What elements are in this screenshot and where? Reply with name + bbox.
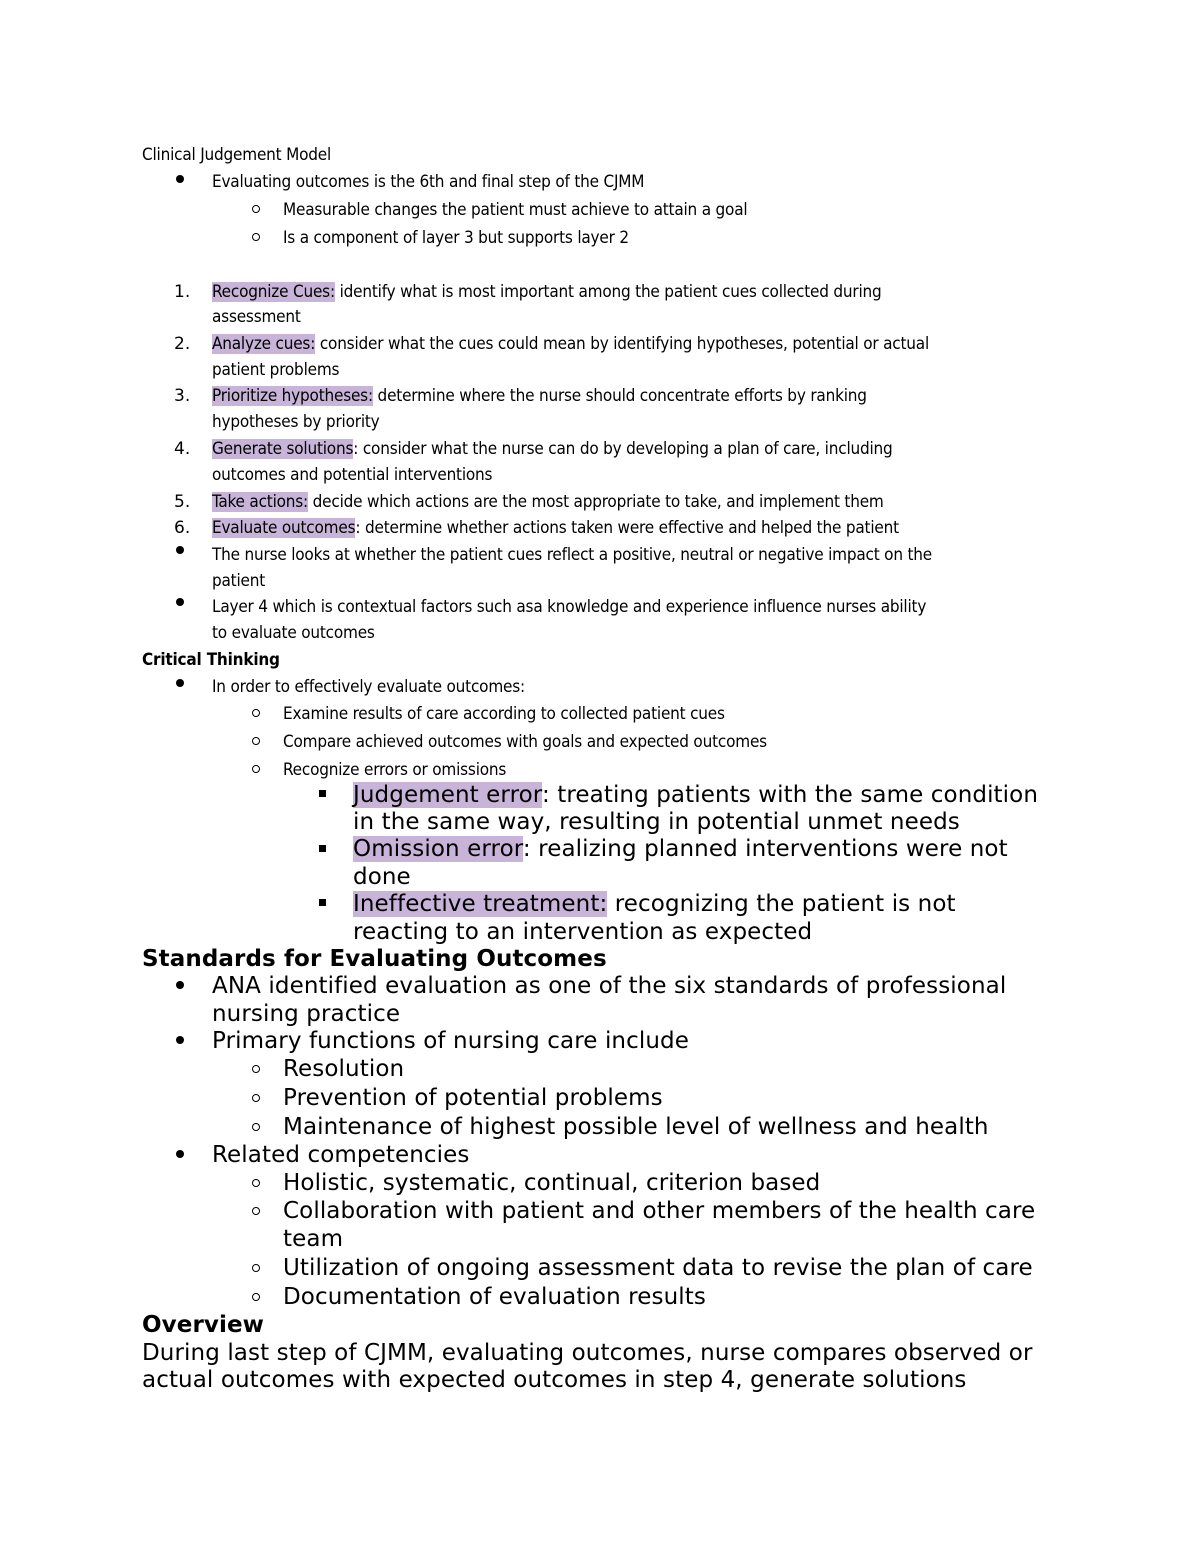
standards-bullet-1-cont: nursing practice <box>212 1001 401 1027</box>
bullet-dot-icon <box>176 1036 184 1044</box>
bullet-circle-icon <box>252 1179 260 1187</box>
step-term: Generate solutions <box>212 439 354 459</box>
critical-bullet: In order to effectively evaluate outcomes: <box>212 677 525 697</box>
bullet-square-icon <box>319 790 326 797</box>
critical-sub-1: Examine results of care according to collected patient cues <box>283 704 725 724</box>
step-3-cont: hypotheses by priority <box>212 412 380 432</box>
section-title-clinical-judgement-model: Clinical Judgement Model <box>142 145 332 165</box>
step-term: Analyze cues: <box>212 334 316 354</box>
after-step-bullet-2: Layer 4 which is contextual factors such asa knowledge and experience influence nurses ability <box>212 597 927 617</box>
error-judgement: Judgement error: treating patients with the same condition <box>353 782 1039 808</box>
bullet-circle-icon <box>252 1065 260 1073</box>
step-4-cont: outcomes and potential interventions <box>212 465 493 485</box>
bullet-circle-icon <box>252 1293 260 1301</box>
step-2: Analyze cues: consider what the cues could mean by identifying hypotheses, potential or actual <box>212 334 930 354</box>
bullet-circle-icon <box>252 1094 260 1102</box>
error-term: Omission error <box>353 836 523 862</box>
standards-bullet-2: Primary functions of nursing care include <box>212 1028 689 1054</box>
intro-bullet: Evaluating outcomes is the 6th and final step of the CJMM <box>212 172 645 192</box>
step-2-cont: patient problems <box>212 360 340 380</box>
bullet-square-icon <box>319 899 326 906</box>
bullet-circle-icon <box>252 1264 260 1272</box>
competency-utilization: Utilization of ongoing assessment data to revise the plan of care <box>283 1255 1033 1281</box>
bullet-dot-icon <box>176 1150 184 1158</box>
critical-sub-3: Recognize errors or omissions <box>283 760 507 780</box>
bullet-dot-icon <box>176 598 184 606</box>
step-1-cont: assessment <box>212 307 301 327</box>
step-term: Evaluate outcomes <box>212 518 356 538</box>
step-number: 3. <box>174 386 191 406</box>
overview-text: During last step of CJMM, evaluating outcomes, nurse compares observed or <box>142 1340 1033 1366</box>
step-term: Recognize Cues: <box>212 282 335 302</box>
bullet-circle-icon <box>252 765 260 773</box>
intro-sub-1: Measurable changes the patient must achieve to attain a goal <box>283 200 748 220</box>
step-number: 2. <box>174 334 191 354</box>
error-ineffective-cont: reacting to an intervention as expected <box>353 919 813 945</box>
bullet-dot-icon <box>176 981 184 989</box>
step-4: Generate solutions: consider what the nurse can do by developing a plan of care, including <box>212 439 893 459</box>
function-resolution: Resolution <box>283 1056 405 1082</box>
heading-critical-thinking: Critical Thinking <box>142 650 280 670</box>
bullet-dot-icon <box>176 175 184 183</box>
step-1: Recognize Cues: identify what is most important among the patient cues collected during <box>212 282 882 302</box>
standards-bullet-3: Related competencies <box>212 1142 470 1168</box>
step-3: Prioritize hypotheses: determine where the nurse should concentrate efforts by ranking <box>212 386 867 406</box>
error-judgement-cont: in the same way, resulting in potential unmet needs <box>353 809 960 835</box>
error-omission-cont: done <box>353 864 411 890</box>
competency-collaboration-cont: team <box>283 1226 344 1252</box>
competency-collaboration: Collaboration with patient and other members of the health care <box>283 1198 1036 1224</box>
error-term: Ineffective treatment: <box>353 891 608 917</box>
error-ineffective: Ineffective treatment: recognizing the patient is not <box>353 891 956 917</box>
bullet-circle-icon <box>252 709 260 717</box>
bullet-circle-icon <box>252 1123 260 1131</box>
bullet-circle-icon <box>252 205 260 213</box>
bullet-circle-icon <box>252 233 260 241</box>
error-omission: Omission error: realizing planned interventions were not <box>353 836 1008 862</box>
step-number: 6. <box>174 518 191 538</box>
heading-overview: Overview <box>142 1312 265 1338</box>
step-5: Take actions: decide which actions are the most appropriate to take, and implement them <box>212 492 884 512</box>
bullet-dot-icon <box>176 679 184 687</box>
step-number: 1. <box>174 282 191 302</box>
intro-sub-2: Is a component of layer 3 but supports layer 2 <box>283 228 629 248</box>
overview-text-cont: actual outcomes with expected outcomes in step 4, generate solutions <box>142 1367 967 1393</box>
after-step-bullet-1-cont: patient <box>212 571 266 591</box>
bullet-circle-icon <box>252 737 260 745</box>
bullet-dot-icon <box>176 546 184 554</box>
function-prevention: Prevention of potential problems <box>283 1085 663 1111</box>
step-term: Prioritize hypotheses: <box>212 386 373 406</box>
after-step-bullet-2-cont: to evaluate outcomes <box>212 623 375 643</box>
competency-documentation: Documentation of evaluation results <box>283 1284 706 1310</box>
bullet-circle-icon <box>252 1207 260 1215</box>
competency-holistic: Holistic, systematic, continual, criterion based <box>283 1170 821 1196</box>
step-number: 5. <box>174 492 191 512</box>
step-number: 4. <box>174 439 191 459</box>
step-6: Evaluate outcomes: determine whether actions taken were effective and helped the patient <box>212 518 899 538</box>
after-step-bullet-1: The nurse looks at whether the patient cues reflect a positive, neutral or negative impact on the <box>212 545 932 565</box>
error-term: Judgement error <box>353 782 542 808</box>
function-maintenance: Maintenance of highest possible level of wellness and health <box>283 1114 989 1140</box>
critical-sub-2: Compare achieved outcomes with goals and expected outcomes <box>283 732 767 752</box>
bullet-square-icon <box>319 845 326 852</box>
heading-standards: Standards for Evaluating Outcomes <box>142 946 607 972</box>
standards-bullet-1: ANA identified evaluation as one of the six standards of professional <box>212 973 1007 999</box>
step-term: Take actions: <box>212 492 309 512</box>
